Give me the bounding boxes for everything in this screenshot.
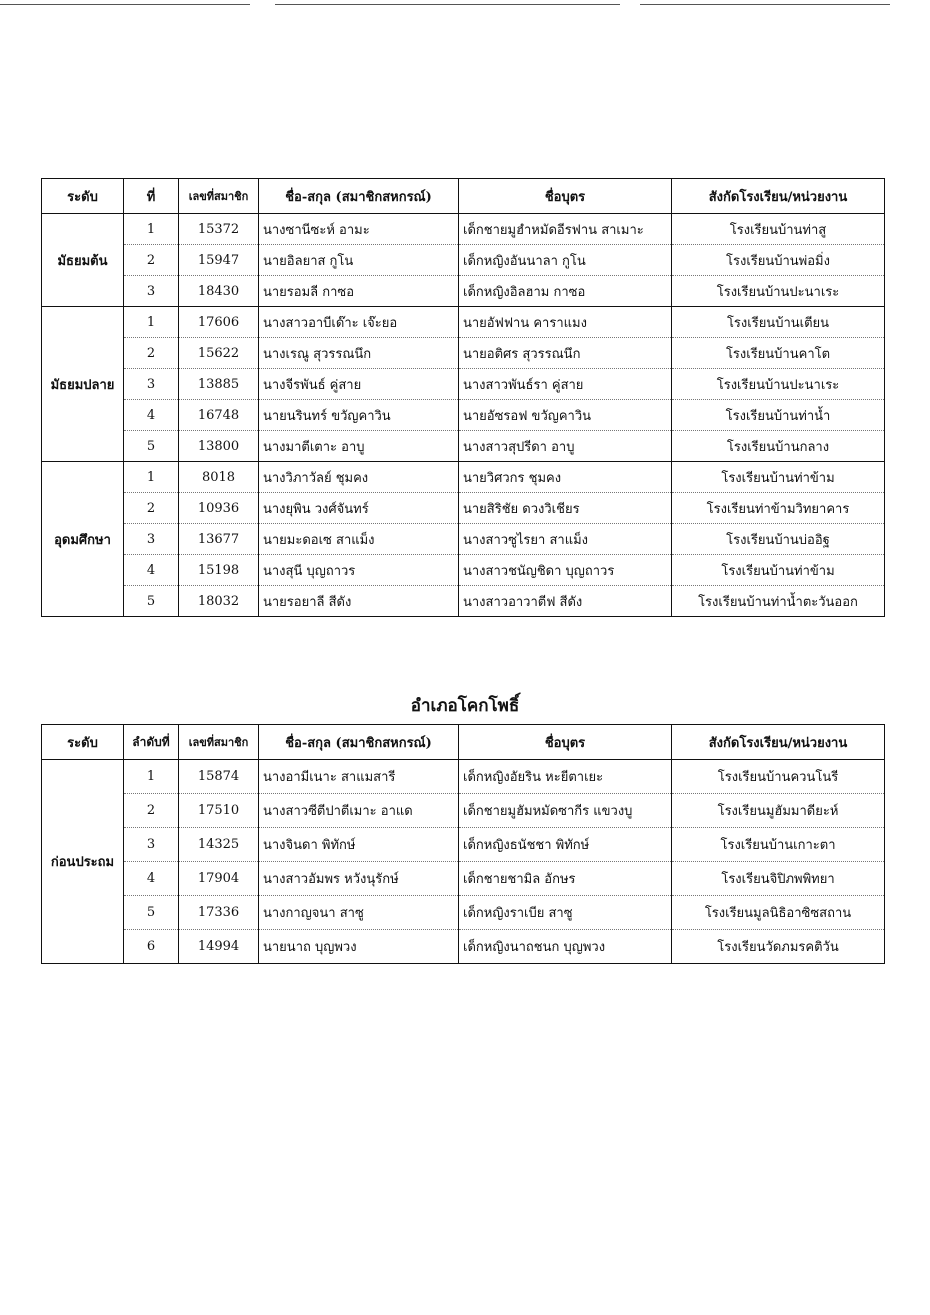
scan-artifact-line [640, 4, 890, 5]
member-id: 17606 [179, 307, 259, 338]
member-name: นางกาญจนา สาซู [259, 896, 459, 930]
child-name: เด็กชายมูฮัมหมัดซากีร แขวงบู [459, 794, 672, 828]
table-row [42, 431, 885, 462]
school-name: โรงเรียนบ้านกลาง [672, 431, 885, 462]
row-number: 5 [124, 431, 179, 462]
scholarship-table-1 [41, 178, 885, 617]
row-number: 2 [124, 245, 179, 276]
school-name: โรงเรียนบ้านคาโต [672, 338, 885, 369]
scan-artifact-line [0, 4, 250, 5]
row-number: 4 [124, 862, 179, 896]
member-id: 13885 [179, 369, 259, 400]
member-name: นายอิลยาส กูโน [259, 245, 459, 276]
member-id: 18430 [179, 276, 259, 307]
child-name: นางสาวสุปรีดา อาบู [459, 431, 672, 462]
member-id: 8018 [179, 462, 259, 493]
row-number: 1 [124, 462, 179, 493]
member-id: 13800 [179, 431, 259, 462]
member-name: นายมะดอเซ สาแม็ง [259, 524, 459, 555]
member-id: 15947 [179, 245, 259, 276]
header-level: ระดับ [42, 725, 124, 760]
row-number: 6 [124, 930, 179, 964]
member-name: นางเรณู สุวรรณนึก [259, 338, 459, 369]
member-name: นายนาถ บุญพวง [259, 930, 459, 964]
header-child-name: ชื่อบุตร [459, 179, 672, 214]
row-number: 3 [124, 524, 179, 555]
table-row [42, 896, 885, 930]
district-heading: อำเภอโคกโพธิ์ [410, 696, 520, 716]
row-number: 5 [124, 896, 179, 930]
member-id: 18032 [179, 586, 259, 617]
member-name: นายรอยาลี สีดัง [259, 586, 459, 617]
child-name: นางสาวอาวาตีฟ สีดัง [459, 586, 672, 617]
header-member-id: เลขที่สมาชิก [179, 179, 259, 214]
table-row [42, 760, 885, 794]
child-name: นางสาวชนัญชิดา บุญถาวร [459, 555, 672, 586]
header-member-id: เลขที่สมาชิก [179, 725, 259, 760]
school-name: โรงเรียนมูฮัมมาดียะห์ [672, 794, 885, 828]
member-id: 14325 [179, 828, 259, 862]
table-row [42, 245, 885, 276]
member-name: นางจินดา พิทักษ์ [259, 828, 459, 862]
member-name: นางสาวอาบีเด๊าะ เจ๊ะยอ [259, 307, 459, 338]
school-name: โรงเรียนวัดภมรคติวัน [672, 930, 885, 964]
level-cell: มัธยมต้น [42, 214, 124, 307]
row-number: 2 [124, 493, 179, 524]
member-id: 15372 [179, 214, 259, 245]
member-id: 16748 [179, 400, 259, 431]
child-name: นายอัซรอฟ ขวัญคาวิน [459, 400, 672, 431]
row-number: 3 [124, 276, 179, 307]
member-name: นางซานีซะห์ อามะ [259, 214, 459, 245]
header-member-name: ชื่อ-สกุล (สมาชิกสหกรณ์) [259, 179, 459, 214]
table-row [42, 493, 885, 524]
row-number: 1 [124, 214, 179, 245]
level-cell: ก่อนประถม [42, 760, 124, 964]
school-name: โรงเรียนบ้านท่าน้ำ [672, 400, 885, 431]
table-row [42, 524, 885, 555]
header-number: ที่ [124, 179, 179, 214]
member-name: นางอามีเนาะ สาแมสารี [259, 760, 459, 794]
row-number: 4 [124, 400, 179, 431]
school-name: โรงเรียนบ้านพ่อมิ่ง [672, 245, 885, 276]
school-name: โรงเรียนท่าข้ามวิทยาคาร [672, 493, 885, 524]
child-name: เด็กชายชามิล อักษร [459, 862, 672, 896]
table-row [42, 828, 885, 862]
row-number: 5 [124, 586, 179, 617]
table-row [42, 794, 885, 828]
child-name: เด็กหญิงนาถชนก บุญพวง [459, 930, 672, 964]
scan-artifact-line [275, 4, 620, 5]
row-number: 3 [124, 828, 179, 862]
row-number: 1 [124, 760, 179, 794]
row-number: 2 [124, 794, 179, 828]
school-name: โรงเรียนบ้านท่าข้าม [672, 555, 885, 586]
table-row [42, 307, 885, 338]
child-name: นางสาวซูไรยา สาแม็ง [459, 524, 672, 555]
table-row [42, 276, 885, 307]
member-name: นางสุนี บุญถาวร [259, 555, 459, 586]
row-number: 4 [124, 555, 179, 586]
table-row [42, 369, 885, 400]
school-name: โรงเรียนบ้านท่าข้าม [672, 462, 885, 493]
member-id: 15874 [179, 760, 259, 794]
member-id: 14994 [179, 930, 259, 964]
member-id: 15198 [179, 555, 259, 586]
school-name: โรงเรียนบ้านเกาะตา [672, 828, 885, 862]
table-row [42, 462, 885, 493]
table-row [42, 400, 885, 431]
member-id: 17904 [179, 862, 259, 896]
table-header-row [42, 179, 885, 214]
member-name: นายรอมลี กาซอ [259, 276, 459, 307]
table-row [42, 930, 885, 964]
table-row [42, 555, 885, 586]
level-cell: มัธยมปลาย [42, 307, 124, 462]
member-name: นางจีรพันธ์ คู่สาย [259, 369, 459, 400]
row-number: 3 [124, 369, 179, 400]
school-name: โรงเรียนบ้านบ่ออิฐ [672, 524, 885, 555]
child-name: เด็กชายมูฮำหมัดอีรฟาน สาเมาะ [459, 214, 672, 245]
school-name: โรงเรียนมูลนิธิอาซิซสถาน [672, 896, 885, 930]
child-name: นางสาวพันธ์รา คู่สาย [459, 369, 672, 400]
member-name: นายนรินทร์ ขวัญคาวิน [259, 400, 459, 431]
school-name: โรงเรียนบ้านท่าน้ำตะวันออก [672, 586, 885, 617]
member-id: 17336 [179, 896, 259, 930]
member-name: นางสาวอัมพร หวังนุรักษ์ [259, 862, 459, 896]
member-id: 10936 [179, 493, 259, 524]
level-cell: อุดมศึกษา [42, 462, 124, 617]
child-name: นายอติศร สุวรรณนึก [459, 338, 672, 369]
table-row [42, 862, 885, 896]
school-name: โรงเรียนบ้านท่าสู [672, 214, 885, 245]
member-id: 13677 [179, 524, 259, 555]
school-name: โรงเรียนบ้านปะนาเระ [672, 369, 885, 400]
member-id: 15622 [179, 338, 259, 369]
child-name: นายอัฟฟาน คาราแมง [459, 307, 672, 338]
header-school: สังกัดโรงเรียน/หน่วยงาน [672, 725, 885, 760]
school-name: โรงเรียนบ้านปะนาเระ [672, 276, 885, 307]
child-name: เด็กหญิงราเบีย สาซู [459, 896, 672, 930]
child-name: เด็กหญิงธนัชชา พิทักษ์ [459, 828, 672, 862]
table-row [42, 214, 885, 245]
table-header-row [42, 725, 885, 760]
member-name: นางวิภาวัลย์ ชุมคง [259, 462, 459, 493]
scholarship-table-2 [41, 724, 885, 964]
table-row [42, 338, 885, 369]
member-name: นางยุพิน วงศ์จันทร์ [259, 493, 459, 524]
child-name: นายสิริชัย ดวงวิเชียร [459, 493, 672, 524]
header-sequence: ลำดับที่ [124, 725, 179, 760]
school-name: โรงเรียนบ้านควนโนรี [672, 760, 885, 794]
header-child-name: ชื่อบุตร [459, 725, 672, 760]
member-name: นางมาตีเตาะ อาบู [259, 431, 459, 462]
header-member-name: ชื่อ-สกุล (สมาชิกสหกรณ์) [259, 725, 459, 760]
member-id: 17510 [179, 794, 259, 828]
child-name: เด็กหญิงอิลฮาม กาซอ [459, 276, 672, 307]
school-name: โรงเรียนบ้านเตียน [672, 307, 885, 338]
child-name: นายวิศวกร ชุมคง [459, 462, 672, 493]
header-school: สังกัดโรงเรียน/หน่วยงาน [672, 179, 885, 214]
school-name: โรงเรียนจิปิภพพิทยา [672, 862, 885, 896]
header-level: ระดับ [42, 179, 124, 214]
row-number: 2 [124, 338, 179, 369]
child-name: เด็กหญิงอัยริน หะยีตาเยะ [459, 760, 672, 794]
child-name: เด็กหญิงอันนาลา กูโน [459, 245, 672, 276]
member-name: นางสาวซีตีปาตีเมาะ อาแด [259, 794, 459, 828]
table-row [42, 586, 885, 617]
row-number: 1 [124, 307, 179, 338]
